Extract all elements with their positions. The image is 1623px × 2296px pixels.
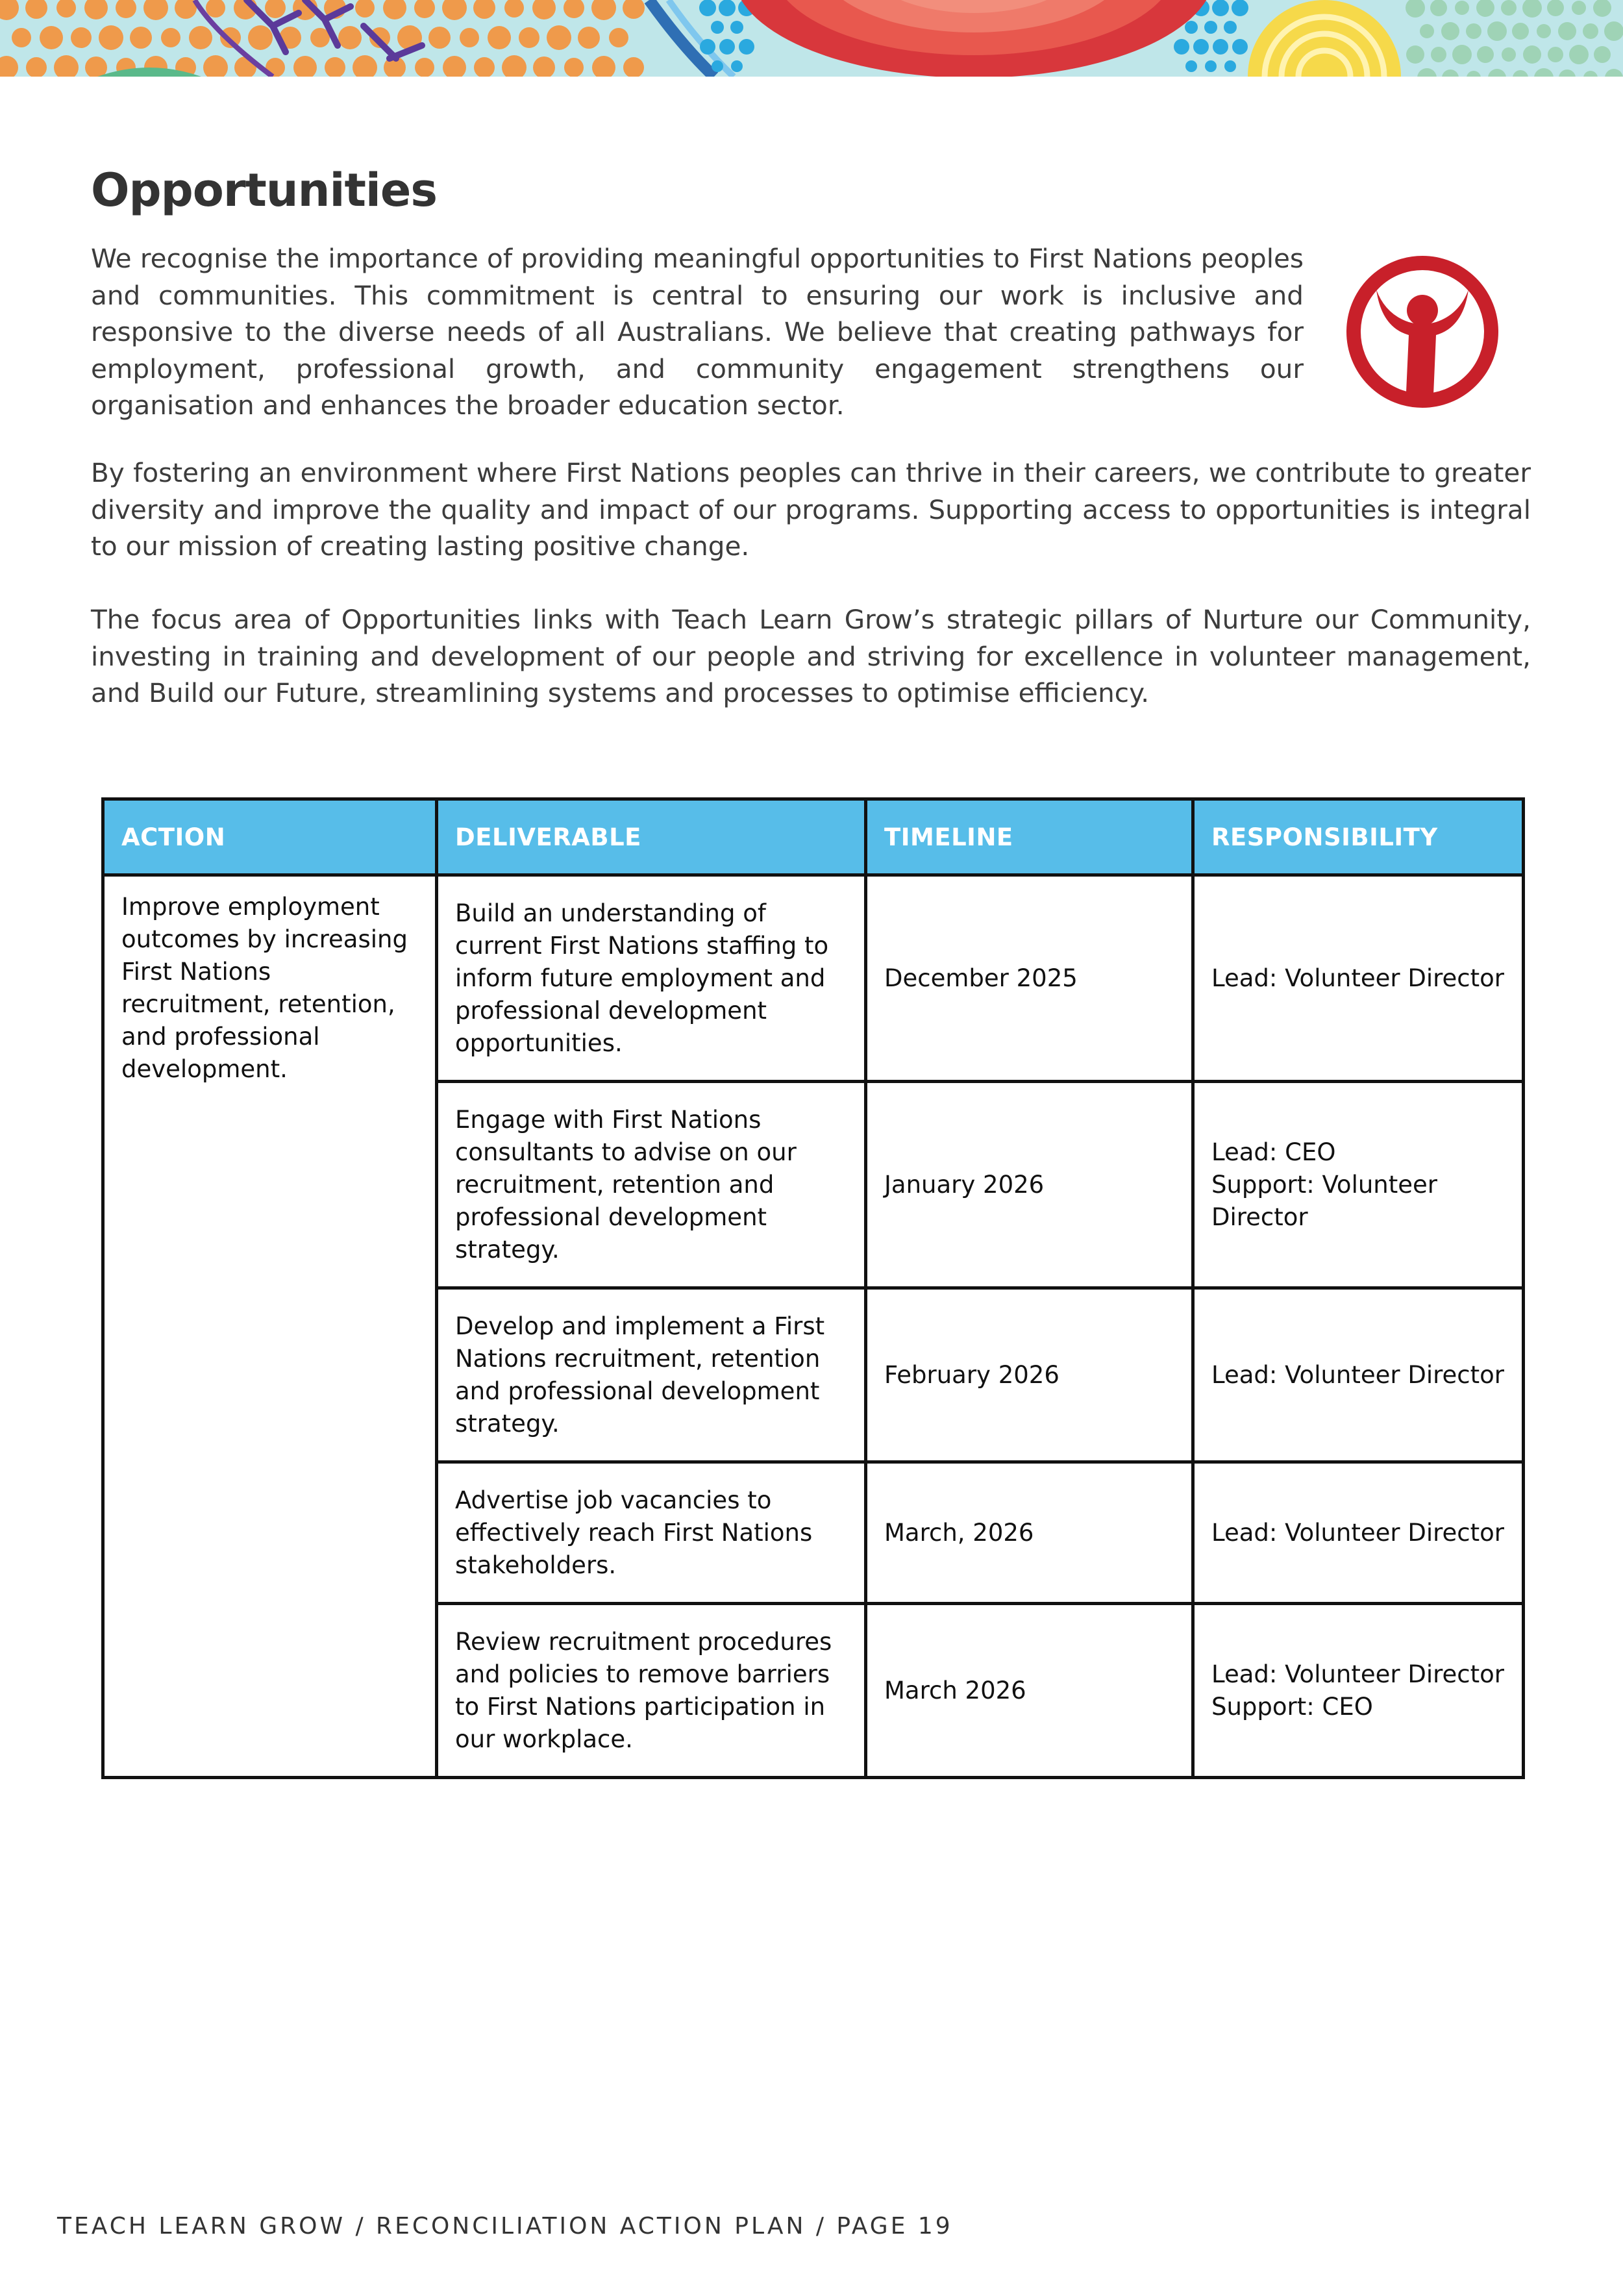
strategic-pillars-paragraph: The focus area of Opportunities links with Teach Learn Grow’s strategic pillars of Nurture our Community, investing in training and development of our people and striving for excellence in volunteer management, and Build our Future, streamlining systems and processes to optimise efficiency. — [91, 604, 1531, 708]
banner-dot — [71, 27, 92, 48]
banner-dot — [1224, 60, 1236, 72]
banner-dot — [40, 26, 63, 49]
banner-dot — [1455, 1, 1469, 15]
banner-dot — [1452, 45, 1472, 64]
action-plan-table — [101, 797, 1525, 1779]
action-cell: Improve employment outcomes by increasing First Nations recruitment, retention, and professional development. — [103, 875, 437, 1778]
banner-dot — [1185, 21, 1198, 34]
banner-dot — [1204, 21, 1217, 34]
careers-paragraph: By fostering an environment where First Nations peoples can thrive in their careers, we contribute to greater diversity and improve the quality and impact of our programs. Supporting access to opportunities is integral to our mission of creating lasting positive change. — [91, 457, 1531, 562]
banner-dot — [1205, 60, 1217, 72]
banner-dot — [609, 28, 628, 47]
banner-dot — [161, 28, 180, 47]
banner-dot — [1477, 46, 1494, 63]
banner-dot — [712, 60, 723, 72]
column-header-timeline: TIMELINE — [866, 799, 1193, 875]
aboriginal-art-banner-image — [0, 0, 1623, 77]
banner-dot — [1420, 24, 1434, 38]
timeline-cell: February 2026 — [866, 1288, 1193, 1462]
responsibility-cell: Lead: Volunteer Director — [1193, 875, 1524, 1082]
banner-dot — [1594, 46, 1611, 63]
responsibility-cell: Lead: Volunteer Director — [1193, 1462, 1524, 1604]
banner-dot — [1569, 45, 1589, 64]
banner-dot — [719, 0, 736, 16]
table-row — [103, 875, 1524, 1082]
banner-dot — [338, 26, 362, 49]
page-title: Opportunities — [91, 164, 438, 217]
table-header-row — [103, 799, 1524, 875]
banner-dot — [130, 27, 152, 49]
banner-dot — [1548, 47, 1563, 62]
timeline-cell: December 2025 — [866, 875, 1193, 1082]
column-header-deliverable: DELIVERABLE — [437, 799, 866, 875]
banner-dot — [699, 0, 716, 16]
banner-dot — [189, 26, 212, 49]
deliverable-cell: Build an understanding of current First Nations staffing to inform future employment and professional development opportunities. — [437, 875, 866, 1082]
banner-dot — [1224, 21, 1237, 34]
banner-dot — [1537, 24, 1551, 38]
banner-dot — [578, 27, 600, 49]
banner-dot — [1512, 23, 1529, 40]
banner-dot — [1441, 22, 1459, 40]
banner-dot — [12, 28, 31, 47]
banner-dot — [1466, 23, 1481, 39]
banner-dot — [1232, 0, 1248, 16]
banner-dot — [1502, 47, 1516, 62]
intro-paragraph: We recognise the importance of providing meaningful opportunities to First Nations peoples and communities. This commitment is central to ensuring our work is inclusive and responsive to the diverse needs of all Australians. We believe that creating pathways for employment, professional growth, and community engagement strengthens our organisation and enhances the broader education sector. — [91, 243, 1304, 421]
banner-dot — [1406, 45, 1424, 64]
banner-dot — [415, 58, 434, 77]
banner-dot — [547, 25, 571, 50]
deliverable-cell: Advertise job vacancies to effectively reach First Nations stakeholders. — [437, 1462, 866, 1604]
banner-dot — [1523, 45, 1541, 64]
banner-dot — [739, 39, 754, 55]
banner-dot — [731, 60, 743, 72]
banner-dot — [248, 25, 273, 50]
timeline-cell: March, 2026 — [866, 1462, 1193, 1604]
banner-dot — [1430, 0, 1447, 16]
column-header-action: ACTION — [103, 799, 437, 875]
banner-dot — [488, 26, 511, 49]
banner-dot — [719, 39, 735, 55]
banner-dot — [1193, 39, 1209, 55]
decorative-banner — [0, 0, 1623, 77]
banner-dot — [1547, 0, 1564, 16]
banner-dot — [1213, 39, 1228, 55]
banner-dot — [460, 28, 479, 47]
banner-dot — [1431, 47, 1446, 62]
banner-dot — [1185, 60, 1197, 72]
column-header-responsibility: RESPONSIBILITY — [1193, 799, 1524, 875]
banner-dot — [1558, 22, 1576, 40]
banner-dot — [711, 21, 724, 34]
banner-dot — [700, 39, 715, 55]
banner-dot — [1583, 23, 1598, 39]
timeline-cell: March 2026 — [866, 1604, 1193, 1778]
responsibility-cell: Lead: Volunteer Director — [1193, 1288, 1524, 1462]
deliverable-cell: Engage with First Nations consultants to advise on our recruitment, retention and professional development strategy. — [437, 1082, 866, 1288]
banner-dot — [1501, 0, 1517, 16]
teach-learn-grow-logo — [1345, 255, 1500, 409]
deliverable-cell: Review recruitment procedures and policies to remove barriers to First Nations participation in our workplace. — [437, 1604, 866, 1778]
banner-dot — [730, 21, 743, 34]
banner-dot — [99, 25, 123, 50]
banner-dot — [1232, 39, 1248, 55]
banner-dot — [428, 27, 451, 49]
responsibility-cell: Lead: CEO Support: Volunteer Director — [1193, 1082, 1524, 1288]
banner-dot — [1572, 1, 1586, 15]
banner-dot — [519, 27, 539, 48]
banner-dot — [1174, 39, 1189, 55]
deliverable-cell: Develop and implement a First Nations recruitment, retention and professional development strategy. — [437, 1288, 866, 1462]
timeline-cell: January 2026 — [866, 1082, 1193, 1288]
banner-dot — [1487, 21, 1507, 41]
banner-dot — [1212, 0, 1229, 16]
banner-dot — [564, 58, 584, 77]
page-footer: TEACH LEARN GROW / RECONCILIATION ACTION PLAN / PAGE 19 — [57, 2213, 953, 2240]
responsibility-cell: Lead: Volunteer Director Support: CEO — [1193, 1604, 1524, 1778]
banner-dot — [1604, 21, 1623, 41]
